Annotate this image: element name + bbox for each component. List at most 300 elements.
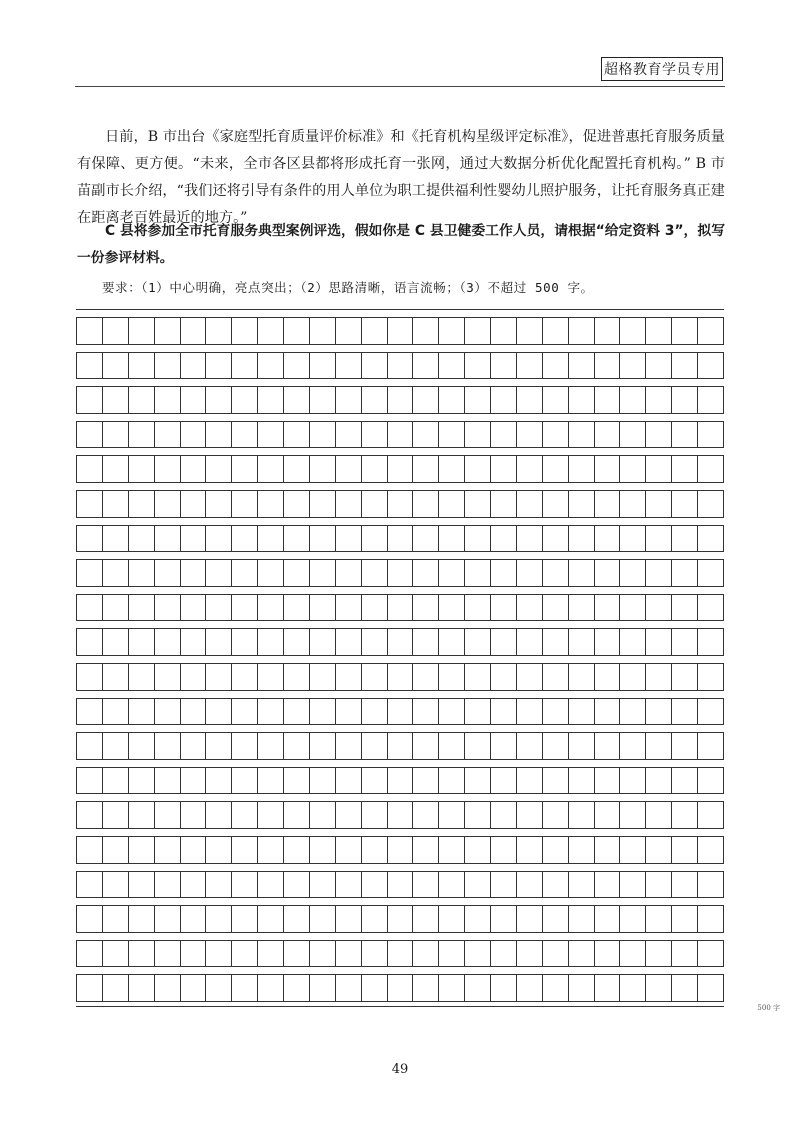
grid-cell[interactable] (412, 456, 438, 482)
grid-cell[interactable] (438, 975, 464, 1001)
grid-cell[interactable] (205, 733, 231, 759)
grid-cell[interactable] (516, 837, 542, 863)
grid-cell[interactable] (309, 802, 335, 828)
grid-cell[interactable] (464, 768, 490, 794)
grid-cell[interactable] (490, 560, 516, 586)
grid-cell[interactable] (568, 456, 594, 482)
grid-cell[interactable] (361, 768, 387, 794)
grid-cell[interactable] (671, 768, 697, 794)
grid-cell[interactable] (671, 491, 697, 517)
grid-cell[interactable] (464, 664, 490, 690)
grid-cell[interactable] (671, 353, 697, 379)
grid-cell[interactable] (490, 353, 516, 379)
grid-cell[interactable] (257, 941, 283, 967)
grid-cell[interactable] (490, 595, 516, 621)
grid-cell[interactable] (464, 872, 490, 898)
grid-cell[interactable] (464, 837, 490, 863)
grid-cell[interactable] (283, 906, 309, 932)
grid-cell[interactable] (412, 975, 438, 1001)
grid-cell[interactable] (464, 456, 490, 482)
grid-cell[interactable] (412, 318, 438, 344)
grid-cell[interactable] (438, 387, 464, 413)
grid-cell[interactable] (128, 491, 154, 517)
grid-cell[interactable] (180, 595, 206, 621)
grid-cell[interactable] (102, 353, 128, 379)
grid-cell[interactable] (619, 975, 645, 1001)
grid-cell[interactable] (128, 975, 154, 1001)
grid-cell[interactable] (257, 526, 283, 552)
grid-cell[interactable] (180, 802, 206, 828)
grid-cell[interactable] (438, 491, 464, 517)
grid-cell[interactable] (154, 975, 180, 1001)
grid-cell[interactable] (438, 456, 464, 482)
grid-cell[interactable] (438, 318, 464, 344)
grid-cell[interactable] (594, 387, 620, 413)
grid-cell[interactable] (697, 837, 724, 863)
grid-cell[interactable] (257, 560, 283, 586)
grid-cell[interactable] (180, 318, 206, 344)
grid-cell[interactable] (335, 975, 361, 1001)
grid-cell[interactable] (76, 768, 102, 794)
grid-cell[interactable] (335, 318, 361, 344)
grid-cell[interactable] (594, 595, 620, 621)
grid-cell[interactable] (387, 906, 413, 932)
grid-cell[interactable] (154, 353, 180, 379)
grid-cell[interactable] (671, 975, 697, 1001)
grid-cell[interactable] (645, 733, 671, 759)
grid-cell[interactable] (180, 491, 206, 517)
grid-cell[interactable] (516, 941, 542, 967)
grid-cell[interactable] (154, 422, 180, 448)
grid-cell[interactable] (412, 733, 438, 759)
grid-cell[interactable] (697, 906, 724, 932)
grid-cell[interactable] (154, 906, 180, 932)
grid-cell[interactable] (361, 387, 387, 413)
grid-cell[interactable] (76, 318, 102, 344)
grid-cell[interactable] (257, 387, 283, 413)
grid-cell[interactable] (361, 872, 387, 898)
grid-cell[interactable] (619, 422, 645, 448)
grid-cell[interactable] (542, 941, 568, 967)
grid-cell[interactable] (180, 664, 206, 690)
grid-cell[interactable] (645, 664, 671, 690)
grid-cell[interactable] (335, 422, 361, 448)
grid-cell[interactable] (438, 664, 464, 690)
grid-cell[interactable] (697, 975, 724, 1001)
grid-cell[interactable] (464, 387, 490, 413)
grid-cell[interactable] (697, 526, 724, 552)
grid-cell[interactable] (102, 664, 128, 690)
grid-cell[interactable] (412, 629, 438, 655)
grid-cell[interactable] (464, 526, 490, 552)
grid-cell[interactable] (542, 733, 568, 759)
grid-cell[interactable] (568, 872, 594, 898)
grid-cell[interactable] (671, 526, 697, 552)
grid-cell[interactable] (154, 802, 180, 828)
grid-cell[interactable] (516, 353, 542, 379)
grid-cell[interactable] (128, 629, 154, 655)
grid-cell[interactable] (205, 629, 231, 655)
grid-cell[interactable] (361, 560, 387, 586)
grid-cell[interactable] (516, 768, 542, 794)
grid-cell[interactable] (205, 422, 231, 448)
grid-cell[interactable] (619, 526, 645, 552)
grid-cell[interactable] (412, 768, 438, 794)
grid-cell[interactable] (568, 595, 594, 621)
grid-cell[interactable] (387, 387, 413, 413)
grid-cell[interactable] (154, 768, 180, 794)
grid-cell[interactable] (309, 975, 335, 1001)
grid-cell[interactable] (516, 422, 542, 448)
grid-cell[interactable] (490, 768, 516, 794)
grid-cell[interactable] (387, 664, 413, 690)
grid-cell[interactable] (438, 802, 464, 828)
grid-cell[interactable] (387, 802, 413, 828)
grid-cell[interactable] (438, 941, 464, 967)
grid-cell[interactable] (568, 560, 594, 586)
grid-cell[interactable] (568, 837, 594, 863)
grid-cell[interactable] (438, 353, 464, 379)
grid-cell[interactable] (283, 941, 309, 967)
grid-cell[interactable] (309, 353, 335, 379)
grid-cell[interactable] (671, 629, 697, 655)
grid-cell[interactable] (205, 595, 231, 621)
grid-cell[interactable] (619, 629, 645, 655)
grid-cell[interactable] (154, 491, 180, 517)
grid-cell[interactable] (387, 837, 413, 863)
grid-cell[interactable] (205, 941, 231, 967)
grid-cell[interactable] (542, 595, 568, 621)
grid-cell[interactable] (231, 491, 257, 517)
grid-cell[interactable] (412, 664, 438, 690)
grid-cell[interactable] (231, 629, 257, 655)
grid-cell[interactable] (594, 491, 620, 517)
grid-cell[interactable] (671, 664, 697, 690)
grid-cell[interactable] (102, 802, 128, 828)
grid-cell[interactable] (205, 906, 231, 932)
grid-cell[interactable] (361, 699, 387, 725)
grid-cell[interactable] (516, 456, 542, 482)
grid-cell[interactable] (490, 802, 516, 828)
grid-cell[interactable] (387, 560, 413, 586)
grid-cell[interactable] (335, 733, 361, 759)
grid-cell[interactable] (387, 699, 413, 725)
grid-cell[interactable] (490, 664, 516, 690)
grid-cell[interactable] (594, 422, 620, 448)
grid-cell[interactable] (76, 387, 102, 413)
grid-cell[interactable] (257, 837, 283, 863)
grid-cell[interactable] (594, 906, 620, 932)
grid-cell[interactable] (619, 387, 645, 413)
grid-cell[interactable] (102, 975, 128, 1001)
grid-cell[interactable] (180, 387, 206, 413)
grid-cell[interactable] (438, 422, 464, 448)
grid-cell[interactable] (516, 595, 542, 621)
grid-cell[interactable] (205, 837, 231, 863)
grid-cell[interactable] (697, 699, 724, 725)
grid-cell[interactable] (257, 768, 283, 794)
grid-cell[interactable] (128, 387, 154, 413)
grid-cell[interactable] (180, 872, 206, 898)
grid-cell[interactable] (697, 353, 724, 379)
grid-cell[interactable] (76, 837, 102, 863)
grid-cell[interactable] (154, 941, 180, 967)
grid-cell[interactable] (128, 872, 154, 898)
grid-cell[interactable] (671, 906, 697, 932)
grid-cell[interactable] (283, 491, 309, 517)
grid-cell[interactable] (180, 422, 206, 448)
grid-cell[interactable] (128, 664, 154, 690)
grid-cell[interactable] (180, 353, 206, 379)
grid-cell[interactable] (205, 387, 231, 413)
grid-cell[interactable] (231, 526, 257, 552)
grid-cell[interactable] (361, 595, 387, 621)
grid-cell[interactable] (387, 353, 413, 379)
grid-cell[interactable] (128, 456, 154, 482)
grid-cell[interactable] (619, 491, 645, 517)
grid-cell[interactable] (542, 353, 568, 379)
grid-cell[interactable] (102, 422, 128, 448)
grid-cell[interactable] (205, 526, 231, 552)
grid-cell[interactable] (412, 526, 438, 552)
grid-cell[interactable] (180, 941, 206, 967)
grid-cell[interactable] (542, 664, 568, 690)
grid-cell[interactable] (154, 595, 180, 621)
grid-cell[interactable] (361, 837, 387, 863)
grid-cell[interactable] (257, 422, 283, 448)
grid-cell[interactable] (490, 941, 516, 967)
grid-cell[interactable] (568, 387, 594, 413)
grid-cell[interactable] (128, 837, 154, 863)
grid-cell[interactable] (542, 872, 568, 898)
grid-cell[interactable] (645, 491, 671, 517)
grid-cell[interactable] (490, 387, 516, 413)
grid-cell[interactable] (231, 802, 257, 828)
grid-cell[interactable] (102, 318, 128, 344)
grid-cell[interactable] (542, 456, 568, 482)
grid-cell[interactable] (180, 699, 206, 725)
grid-cell[interactable] (102, 595, 128, 621)
grid-cell[interactable] (387, 629, 413, 655)
grid-cell[interactable] (335, 664, 361, 690)
grid-cell[interactable] (76, 975, 102, 1001)
grid-cell[interactable] (205, 664, 231, 690)
grid-cell[interactable] (128, 906, 154, 932)
grid-cell[interactable] (102, 456, 128, 482)
grid-cell[interactable] (205, 560, 231, 586)
grid-cell[interactable] (542, 906, 568, 932)
answer-grid[interactable] (76, 309, 724, 1007)
grid-cell[interactable] (516, 664, 542, 690)
grid-cell[interactable] (490, 491, 516, 517)
grid-cell[interactable] (387, 733, 413, 759)
grid-cell[interactable] (128, 941, 154, 967)
grid-cell[interactable] (387, 422, 413, 448)
grid-cell[interactable] (309, 872, 335, 898)
grid-cell[interactable] (387, 318, 413, 344)
grid-cell[interactable] (671, 872, 697, 898)
grid-cell[interactable] (412, 906, 438, 932)
grid-cell[interactable] (438, 560, 464, 586)
grid-cell[interactable] (387, 456, 413, 482)
grid-cell[interactable] (412, 872, 438, 898)
grid-cell[interactable] (568, 941, 594, 967)
grid-cell[interactable] (76, 560, 102, 586)
grid-cell[interactable] (594, 629, 620, 655)
grid-cell[interactable] (568, 768, 594, 794)
grid-cell[interactable] (309, 941, 335, 967)
grid-cell[interactable] (671, 595, 697, 621)
grid-cell[interactable] (335, 802, 361, 828)
grid-cell[interactable] (645, 629, 671, 655)
grid-cell[interactable] (309, 318, 335, 344)
grid-cell[interactable] (361, 456, 387, 482)
grid-cell[interactable] (257, 664, 283, 690)
grid-cell[interactable] (619, 353, 645, 379)
grid-cell[interactable] (697, 422, 724, 448)
grid-cell[interactable] (697, 872, 724, 898)
grid-cell[interactable] (154, 318, 180, 344)
grid-cell[interactable] (76, 526, 102, 552)
grid-cell[interactable] (231, 422, 257, 448)
grid-cell[interactable] (438, 595, 464, 621)
grid-cell[interactable] (180, 975, 206, 1001)
grid-cell[interactable] (361, 664, 387, 690)
grid-cell[interactable] (205, 491, 231, 517)
grid-cell[interactable] (102, 526, 128, 552)
grid-cell[interactable] (309, 906, 335, 932)
grid-cell[interactable] (102, 768, 128, 794)
grid-cell[interactable] (154, 699, 180, 725)
grid-cell[interactable] (387, 941, 413, 967)
grid-cell[interactable] (283, 560, 309, 586)
grid-cell[interactable] (438, 699, 464, 725)
grid-cell[interactable] (412, 837, 438, 863)
grid-cell[interactable] (568, 318, 594, 344)
grid-cell[interactable] (671, 318, 697, 344)
grid-cell[interactable] (283, 353, 309, 379)
grid-cell[interactable] (412, 422, 438, 448)
grid-cell[interactable] (309, 387, 335, 413)
grid-cell[interactable] (619, 595, 645, 621)
grid-cell[interactable] (412, 491, 438, 517)
grid-cell[interactable] (645, 699, 671, 725)
grid-cell[interactable] (387, 491, 413, 517)
grid-cell[interactable] (645, 802, 671, 828)
grid-cell[interactable] (619, 318, 645, 344)
grid-cell[interactable] (180, 526, 206, 552)
grid-cell[interactable] (490, 526, 516, 552)
grid-cell[interactable] (671, 941, 697, 967)
grid-cell[interactable] (283, 699, 309, 725)
grid-cell[interactable] (309, 595, 335, 621)
grid-cell[interactable] (283, 768, 309, 794)
grid-cell[interactable] (257, 733, 283, 759)
grid-cell[interactable] (464, 941, 490, 967)
grid-cell[interactable] (361, 353, 387, 379)
grid-cell[interactable] (361, 491, 387, 517)
grid-cell[interactable] (180, 733, 206, 759)
grid-cell[interactable] (542, 491, 568, 517)
grid-cell[interactable] (594, 941, 620, 967)
grid-cell[interactable] (102, 560, 128, 586)
grid-cell[interactable] (412, 387, 438, 413)
grid-cell[interactable] (102, 629, 128, 655)
grid-cell[interactable] (516, 872, 542, 898)
grid-cell[interactable] (231, 353, 257, 379)
grid-cell[interactable] (594, 872, 620, 898)
grid-cell[interactable] (568, 629, 594, 655)
grid-cell[interactable] (154, 456, 180, 482)
grid-cell[interactable] (180, 629, 206, 655)
grid-cell[interactable] (257, 699, 283, 725)
grid-cell[interactable] (231, 664, 257, 690)
grid-cell[interactable] (361, 422, 387, 448)
grid-cell[interactable] (697, 802, 724, 828)
grid-cell[interactable] (645, 456, 671, 482)
grid-cell[interactable] (283, 664, 309, 690)
grid-cell[interactable] (128, 595, 154, 621)
grid-cell[interactable] (283, 526, 309, 552)
grid-cell[interactable] (76, 906, 102, 932)
grid-cell[interactable] (464, 733, 490, 759)
grid-cell[interactable] (128, 318, 154, 344)
grid-cell[interactable] (697, 318, 724, 344)
grid-cell[interactable] (516, 733, 542, 759)
grid-cell[interactable] (516, 975, 542, 1001)
grid-cell[interactable] (283, 837, 309, 863)
grid-cell[interactable] (309, 560, 335, 586)
grid-cell[interactable] (76, 595, 102, 621)
grid-cell[interactable] (594, 975, 620, 1001)
grid-cell[interactable] (128, 768, 154, 794)
grid-cell[interactable] (335, 629, 361, 655)
grid-cell[interactable] (128, 699, 154, 725)
grid-cell[interactable] (464, 595, 490, 621)
grid-cell[interactable] (464, 422, 490, 448)
grid-cell[interactable] (542, 387, 568, 413)
grid-cell[interactable] (645, 353, 671, 379)
grid-cell[interactable] (438, 629, 464, 655)
grid-cell[interactable] (335, 837, 361, 863)
grid-cell[interactable] (645, 837, 671, 863)
grid-cell[interactable] (180, 456, 206, 482)
grid-cell[interactable] (697, 629, 724, 655)
grid-cell[interactable] (490, 872, 516, 898)
grid-cell[interactable] (412, 595, 438, 621)
grid-cell[interactable] (283, 456, 309, 482)
grid-cell[interactable] (102, 699, 128, 725)
grid-cell[interactable] (309, 664, 335, 690)
grid-cell[interactable] (231, 560, 257, 586)
grid-cell[interactable] (619, 802, 645, 828)
grid-cell[interactable] (645, 941, 671, 967)
grid-cell[interactable] (335, 699, 361, 725)
grid-cell[interactable] (619, 872, 645, 898)
grid-cell[interactable] (309, 629, 335, 655)
grid-cell[interactable] (542, 526, 568, 552)
grid-cell[interactable] (76, 422, 102, 448)
grid-cell[interactable] (231, 768, 257, 794)
grid-cell[interactable] (645, 768, 671, 794)
grid-cell[interactable] (542, 837, 568, 863)
grid-cell[interactable] (671, 837, 697, 863)
grid-cell[interactable] (568, 733, 594, 759)
grid-cell[interactable] (205, 975, 231, 1001)
grid-cell[interactable] (76, 664, 102, 690)
grid-cell[interactable] (76, 941, 102, 967)
grid-cell[interactable] (180, 768, 206, 794)
